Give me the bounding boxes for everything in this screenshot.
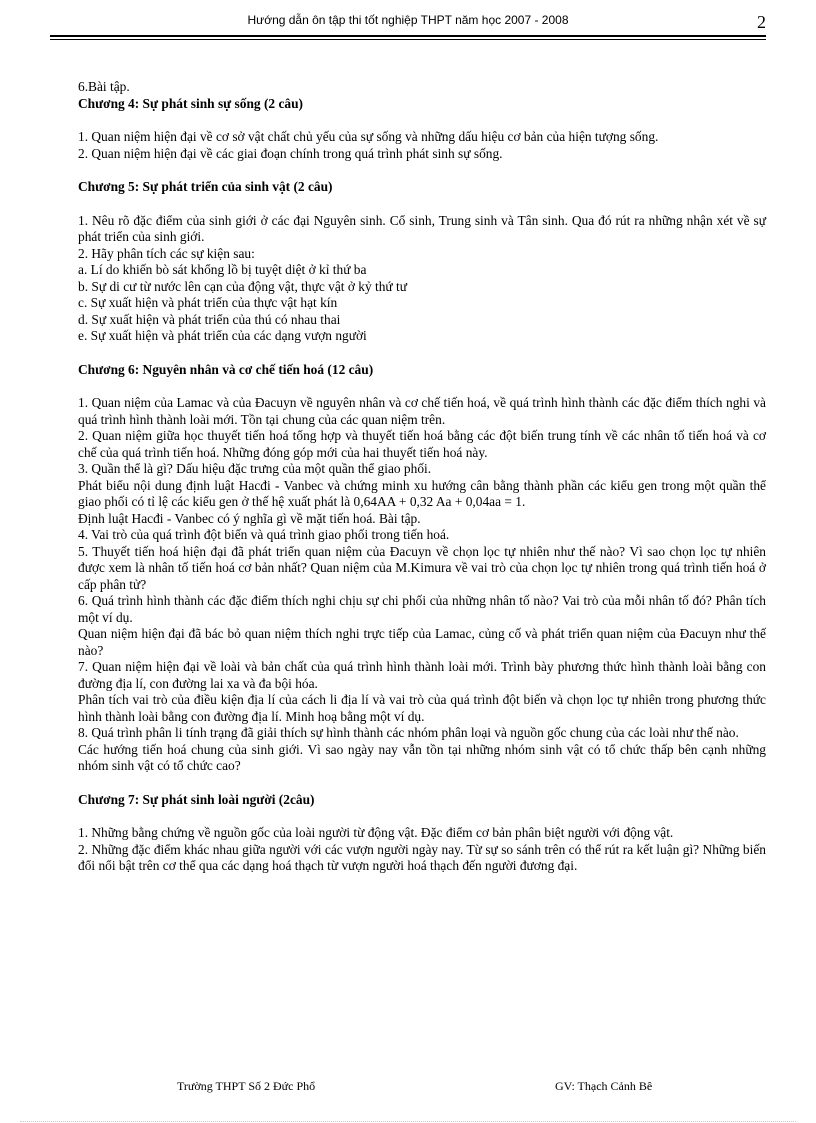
chapter-4-title: Chương 4: Sự phát sinh sự sống (2 câu): [78, 95, 303, 111]
list-item: 4. Vai trò của quá trình đột biến và quá trình giao phối trong tiến hoá.: [78, 527, 450, 542]
list-item: e. Sự xuất hiện và phát triển của các dạng vượn người: [78, 328, 367, 343]
list-item: 2. Những đặc điểm khác nhau giữa người với các vượn người ngày nay. Từ sự so sánh trên có thể rút ra kết luận gì? Những biến đổi nổi bật trên cơ thể qua các dạng hoá thạch từ vượn người hoá thạch đến người đương đại.: [78, 841, 766, 873]
list-item: 2. Quan niệm hiện đại về các giai đoạn chính trong quá trình phát sinh sự sống.: [78, 145, 503, 161]
footer-teacher: GV: Thạch Cảnh Bê: [555, 1079, 653, 1093]
list-item: 1. Những bằng chứng về nguồn gốc của loài người từ động vật. Đặc điểm cơ bản phân biệt người với động vật.: [78, 825, 674, 840]
header-title: Hướng dẫn ôn tập thi tốt nghiệp THPT năm học 2007 - 2008: [247, 13, 569, 27]
document-body: [78, 79, 766, 875]
chapter-6-title: Chương 6: Nguyên nhân và cơ chế tiến hoá (12 câu): [78, 361, 374, 377]
section-intro: 6.Bài tập.: [78, 79, 130, 94]
list-item: c. Sự xuất hiện và phát triển của thực vật hạt kín: [78, 295, 338, 310]
chapter-7-title: Chương 7: Sự phát sinh loài người (2câu): [78, 791, 315, 807]
list-item: b. Sự di cư từ nước lên cạn của động vật, thực vật ở kỷ thứ tư: [78, 278, 407, 294]
footer-school: Trường THPT Số 2 Đức Phổ: [177, 1079, 316, 1093]
list-item: 1. Nêu rõ đặc điểm của sinh giới ở các đại Nguyên sinh. Cổ sinh, Trung sinh và Tân sinh. Qua đó rút ra những nhận xét về sự phát triển của sinh giới.: [78, 212, 766, 244]
footer-divider: [20, 1121, 796, 1122]
list-item: 1. Quan niệm hiện đại về cơ sở vật chất chủ yếu của sự sống và những dấu hiệu cơ bản của hiện tượng sống.: [78, 129, 659, 144]
list-item: Định luật Hacđi - Vanbec có ý nghĩa gì về mặt tiến hoá. Bài tập.: [78, 510, 421, 526]
header-rule-thick: [50, 35, 766, 37]
list-item: 8. Quá trình phân li tính trạng đã giải thích sự hình thành các nhóm phân loại và nguồn gốc chung của các loài như thế nào.: [78, 725, 739, 740]
page-header: [78, 10, 766, 42]
list-item: Phát biểu nội dung định luật Hacđi - Vanbec và chứng minh xu hướng cân bằng thành phần các kiểu gen trong một quần thể giao phối có tỉ lệ các kiểu gen ở thế hệ xuất phát là 0,64AA + 0,32 Aa + 0,04aa = 1.: [78, 477, 766, 509]
list-item: 5. Thuyết tiến hoá hiện đại đã phát triển quan niệm của Đacuyn về chọn lọc tự nhiên như thế nào? Vì sao chọn lọc tự nhiên được xem là nhân tố tiến hoá cơ bản nhất? Quan niệm của M.Kimura về vai trò của chọn lọc tự nhiên trong quá trình tiến hoá ở cấp phân tử?: [78, 543, 766, 592]
list-item: Các hướng tiến hoá chung của sinh giới. Vì sao ngày nay vẫn tồn tại những nhóm sinh vật có tổ chức thấp bên cạnh những nhóm sinh vật có tổ chức cao?: [78, 741, 766, 773]
list-item: 2. Quan niệm giữa học thuyết tiến hoá tổng hợp và thuyết tiến hoá bằng các đột biến trung tính về các nhân tố tiến hoá và cơ chế của quá trình tiến hoá. Những đóng góp mới của hai thuyết tiến hoá này.: [78, 428, 766, 460]
list-item: 1. Quan niệm của Lamac và của Đacuyn về nguyên nhân và cơ chế tiến hoá, về quá trình hình thành các đặc điểm thích nghi và quá trình hình thành loài mới. Tồn tại chung của các quan niệm trên.: [78, 395, 766, 427]
list-item: Phân tích vai trò của điều kiện địa lí của cách li địa lí và vai trò của quá trình đột biến và chọn lọc tự nhiên trong phương thức hình thành loài bằng con đường địa lí. Minh hoạ bằng một ví dụ.: [78, 692, 766, 724]
header-rule-thin: [50, 39, 766, 40]
list-item: Quan niệm hiện đại đã bác bỏ quan niệm thích nghi trực tiếp của Lamac, củng cố và phát triển quan niệm của Đacuyn như thế nào?: [78, 626, 766, 658]
page-number: 2: [757, 12, 766, 32]
list-item: 7. Quan niệm hiện đại về loài và bản chất của quá trình hình thành loài mới. Trình bày phương thức hình thành loài bằng con đường địa lí, con đường lai xa và đa bội hóa.: [78, 659, 766, 691]
chapter-5-title: Chương 5: Sự phát triển của sinh vật (2 câu): [78, 179, 333, 194]
list-item: d. Sự xuất hiện và phát triển của thú có nhau thai: [78, 311, 341, 327]
list-item: 6. Quá trình hình thành các đặc điểm thích nghi chịu sự chi phối của những nhân tố nào? Vai trò của mỗi nhân tố đó? Phân tích một ví dụ.: [78, 593, 766, 625]
list-item: 3. Quần thể là gì? Dấu hiệu đặc trưng của một quần thể giao phối.: [78, 461, 432, 476]
list-item: 2. Hãy phân tích các sự kiện sau:: [78, 245, 255, 261]
list-item: a. Lí do khiến bò sát khổng lồ bị tuyệt diệt ở kỉ thứ ba: [78, 262, 367, 277]
